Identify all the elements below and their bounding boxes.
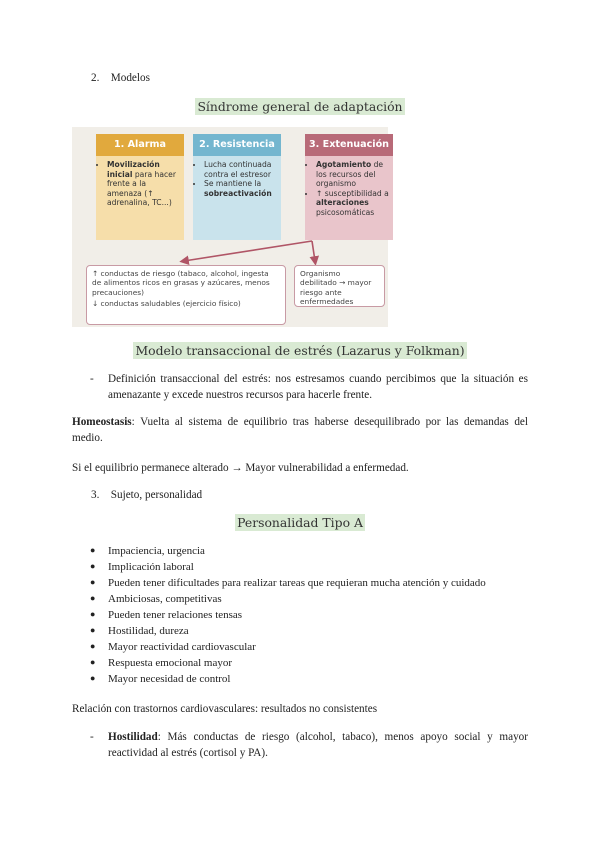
extenuacion-item-2-bold: alteraciones — [316, 198, 369, 208]
stage-extenuacion-title: 3. Extenuación — [305, 134, 393, 156]
hostilidad-desc: : Más conductas de riesgo (alcohol, tabaco), menos apoyo social y mayor reactividad al estrés (cortisol y PA). — [108, 731, 528, 759]
bullet-icon: ● — [90, 625, 96, 635]
heading-tipo-a — [0, 515, 600, 530]
list-item-text: Pueden tener relaciones tensas — [108, 609, 243, 621]
list-item-text: Mayor reactividad cardiovascular — [108, 641, 256, 653]
homeostasis-paragraph — [72, 415, 528, 446]
alarma-bold-1: Movilización — [107, 160, 160, 169]
bullet-icon: ● — [90, 609, 96, 619]
dash-item-definicion — [90, 372, 528, 403]
heading-tipo-a-text: Personalidad Tipo A — [237, 515, 363, 530]
hostilidad-term: Hostilidad — [108, 731, 158, 743]
list-item-text: Pueden tener dificultades para realizar tareas que requieran mucha atención y cuidado — [108, 577, 486, 589]
section-3-label: Sujeto, personalidad — [110, 489, 203, 501]
dash-mark-1: - — [90, 373, 94, 385]
resistencia-item-1: • Lucha continuada contra el estresor — [204, 160, 277, 179]
section-3-number: 3. — [91, 489, 100, 501]
list-item-text: Impaciencia, urgencia — [108, 545, 205, 557]
equilibrio-paragraph: Si el equilibrio permanece alterado → Mayor vulnerabilidad a enfermedad. — [72, 462, 409, 474]
homeostasis-term: Homeostasis — [72, 416, 132, 428]
section-2-label: Modelos — [110, 72, 150, 84]
section-2-number: 2. — [91, 72, 100, 84]
extenuacion-item-2-pre: ↑ susceptibilidad a — [316, 188, 389, 198]
relacion-paragraph: Relación con trastornos cardiovasculares: resultados no consistentes — [72, 703, 378, 715]
hostilidad-text — [108, 730, 528, 761]
alarma-bold-2: inicial — [107, 169, 133, 179]
bullet-icon: ● — [90, 561, 96, 571]
stage-alarma-title: 1. Alarma — [96, 134, 184, 156]
arrow-to-conductas — [184, 241, 312, 261]
bullet-icon: ● — [90, 673, 96, 683]
bullet-icon: ● — [90, 657, 96, 667]
resistencia-item-2-pre: Se mantiene la — [204, 179, 262, 189]
stage-resistencia-title: 2. Resistencia — [193, 134, 281, 156]
organismo-box — [294, 265, 385, 307]
bullet-icon: ● — [90, 593, 96, 603]
section-3-item — [91, 489, 202, 501]
list-item-text: Hostilidad, dureza — [108, 625, 189, 637]
list-item-text: Implicación laboral — [108, 561, 194, 573]
heading-lazarus — [0, 343, 600, 358]
bullet-icon: ● — [90, 641, 96, 651]
list-item-text: Respuesta emocional mayor — [108, 657, 233, 669]
extenuacion-item-1-bold: Agotamiento — [316, 160, 372, 169]
section-2-item — [91, 72, 150, 84]
resistencia-item-2-bold: sobreactivación — [204, 188, 272, 198]
dash-mark-2: - — [90, 731, 94, 743]
list-item-text: Ambiciosas, competitivas — [108, 593, 222, 605]
alarma-text: para hacer frente a la amenaza (↑ adrenalina, TC...) — [107, 169, 176, 208]
bullet-icon: ● — [90, 577, 96, 587]
bullet-icon: ● — [90, 545, 96, 555]
heading-sindrome — [0, 99, 600, 114]
sga-diagram — [72, 127, 388, 327]
organismo-debilitado: Organismo debilitado → mayor riesgo ante enfermedades — [300, 269, 372, 307]
extenuacion-item-1-rest: de los recursos del organismo — [316, 160, 384, 189]
extenuacion-item-2-rest: psicosomáticas — [316, 207, 375, 217]
definicion-text: Definición transaccional del estrés: nos estresamos cuando percibimos que la situación es amenazante y excede nuestros recursos para hacerle frente. — [108, 373, 528, 401]
conductas-saludables: ↓ conductas saludables (ejercicio físico) — [92, 299, 241, 309]
conductas-riesgo: ↑ conductas de riesgo (tabaco, alcohol, ingesta de alimentos ricos en grasas y azúcares, menos precauciones) — [92, 269, 270, 297]
list-item-text: Mayor necesidad de control — [108, 673, 231, 685]
homeostasis-text: : Vuelta al sistema de equilibrio tras haberse desequilibrado por las demandas del medio. — [72, 416, 528, 444]
arrow-to-organismo — [312, 241, 315, 261]
conductas-box — [86, 265, 286, 325]
dash-item-hostilidad — [90, 730, 528, 761]
heading-lazarus-text: Modelo transaccional de estrés (Lazarus y Folkman) — [135, 343, 465, 358]
heading-sindrome-text: Síndrome general de adaptación — [197, 99, 403, 114]
